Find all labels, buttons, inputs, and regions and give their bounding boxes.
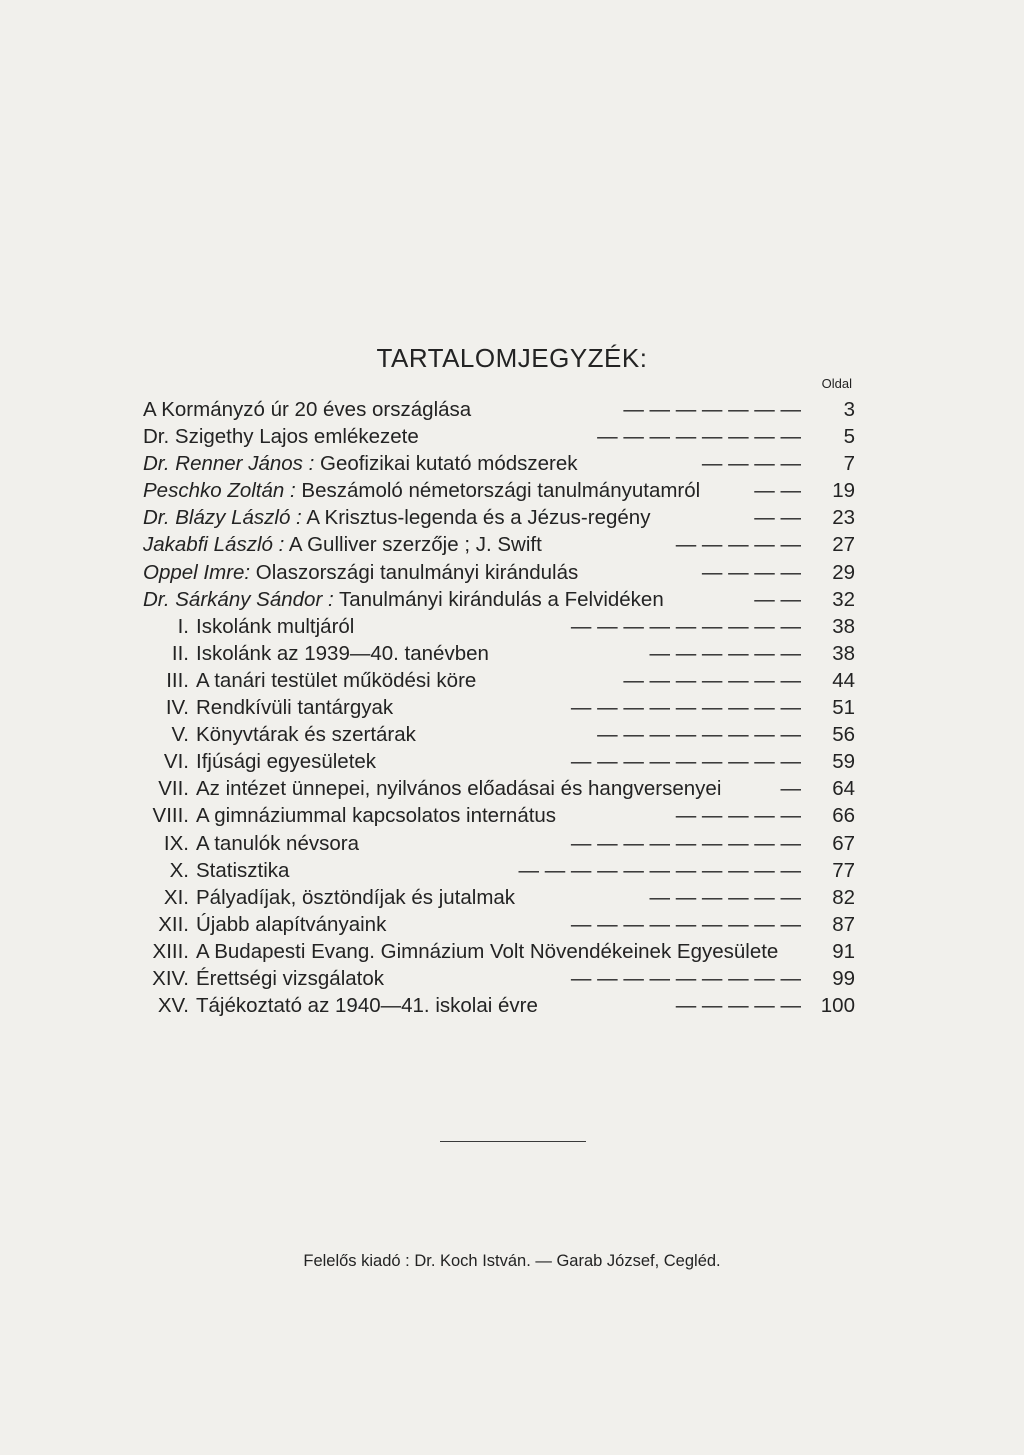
toc-entry xyxy=(143,667,855,694)
toc-entry xyxy=(143,694,855,721)
toc-entry-text: Rendkívüli tantárgyak xyxy=(196,696,394,720)
toc-entry xyxy=(143,586,855,613)
toc-entry-text: Érettségi vizsgálatok xyxy=(196,966,385,990)
toc-entry-title xyxy=(196,613,354,640)
toc-entry-title xyxy=(196,911,386,938)
toc-entry xyxy=(143,884,855,911)
toc-entry-text: A Budapesti Evang. Gimnázium Volt Növendékeinek Egyesülete xyxy=(196,939,779,963)
toc-entry-leader-dashes: — — — — — — — — — xyxy=(570,912,801,936)
toc-entry-page-number: 99 xyxy=(832,966,855,990)
toc-entry-title xyxy=(143,586,664,613)
toc-entry-leader-dashes: — xyxy=(780,777,801,801)
toc-entry-title xyxy=(143,531,542,558)
toc-entry-page-number: 38 xyxy=(832,641,855,665)
toc-entry-number: III. xyxy=(166,668,189,692)
toc-entry-title xyxy=(196,830,359,857)
toc-entry-title xyxy=(143,559,578,586)
toc-entry-text: A Krisztus-legenda és a Jézus-regény xyxy=(301,506,651,530)
toc-entry-leader-dashes: — — — — — — — xyxy=(623,668,801,692)
toc-entry-title xyxy=(196,640,489,667)
toc-entry-title xyxy=(196,721,416,748)
publisher-footer: Felelős kiadó : Dr. Koch István. — Garab József, Cegléd. xyxy=(303,1252,721,1270)
toc-entry-page-number: 32 xyxy=(832,587,855,611)
toc-entry-leader-dashes: — — — — — — — — — xyxy=(570,750,801,774)
toc-entry xyxy=(143,640,855,667)
toc-entry xyxy=(143,450,855,477)
toc-entry-title xyxy=(196,965,384,992)
toc-entry-text: Könyvtárak és szertárak xyxy=(196,723,416,747)
toc-entry-leader-dashes: — — xyxy=(754,506,801,530)
toc-entry-page-number: 38 xyxy=(832,614,855,638)
toc-entry xyxy=(143,748,855,775)
toc-entry-page-number: 3 xyxy=(843,398,855,421)
toc-entry-leader-dashes: — — — — — — — — — xyxy=(570,696,801,720)
toc-entry xyxy=(143,531,855,558)
toc-entry-page-number: 66 xyxy=(832,804,855,828)
toc-entry-text: A Gulliver szerzője ; J. Swift xyxy=(284,533,542,557)
toc-entry-page-number: 44 xyxy=(832,668,855,692)
toc-entry-page-number: 67 xyxy=(832,831,855,855)
toc-entry-page-number: 7 xyxy=(843,452,855,476)
toc-entry-leader-dashes: — — — — — — — xyxy=(623,398,801,421)
toc-entry-author: Oppel Imre: xyxy=(143,560,251,584)
toc-entry-number: IV. xyxy=(165,696,189,720)
toc-entry xyxy=(143,775,855,802)
toc-entry-author: Dr. Sárkány Sándor : xyxy=(143,587,334,611)
toc-entry-text: Tanulmányi kirándulás a Felvidéken xyxy=(333,587,664,611)
toc-entry-leader-dashes: — — — — — — — — — — — xyxy=(518,858,801,882)
toc-entry-title xyxy=(143,504,650,531)
toc-entry-page-number: 59 xyxy=(832,750,855,774)
toc-entry xyxy=(143,559,855,586)
toc-entry xyxy=(143,721,855,748)
toc-entry-text: A tanulók névsora xyxy=(196,831,359,855)
toc-entry-number: X. xyxy=(169,858,189,882)
toc-entry xyxy=(143,992,855,1019)
toc-entry-leader-dashes: — — — — — — — — — xyxy=(570,614,801,638)
toc-entry-text: Beszámoló németországi tanulmányutamról xyxy=(295,479,701,503)
toc-entry-number: XII. xyxy=(158,912,189,936)
toc-entry-leader-dashes: — — — — — — — — — xyxy=(570,966,801,990)
toc-entry-text: Tájékoztató az 1940—41. iskolai évre xyxy=(196,994,538,1018)
toc-entry-text: A Kormányzó úr 20 éves országlása xyxy=(143,398,472,421)
toc-entry-text: A tanári testület működési köre xyxy=(196,668,477,692)
table-of-contents xyxy=(143,396,855,1019)
toc-entry xyxy=(143,965,855,992)
toc-entry-page-number: 19 xyxy=(832,479,855,503)
toc-entry xyxy=(143,938,855,965)
page-column-header: Oldal xyxy=(821,376,852,391)
toc-entry-number: XIII. xyxy=(152,939,189,963)
toc-entry xyxy=(143,504,855,531)
toc-entry xyxy=(143,802,855,829)
toc-entry-text: A gimnáziummal kapcsolatos internátus xyxy=(196,804,557,828)
toc-entry-author: Jakabfi László : xyxy=(143,533,285,557)
toc-entry-number: II. xyxy=(171,641,189,665)
toc-entry-text: Pályadíjak, ösztöndíjak és jutalmak xyxy=(196,885,516,909)
toc-entry-page-number: 91 xyxy=(832,939,855,963)
toc-entry-title xyxy=(196,667,476,694)
toc-entry-number: XI. xyxy=(163,885,189,909)
toc-entry-author: Dr. Renner János : xyxy=(143,452,315,476)
toc-entry-title xyxy=(196,884,515,911)
toc-entry-page-number: 82 xyxy=(832,885,855,909)
toc-entry-title xyxy=(196,992,538,1019)
toc-entry-text: Geofizikai kutató módszerek xyxy=(314,452,578,476)
toc-entry-page-number: 29 xyxy=(832,560,855,584)
toc-entry-page-number: 77 xyxy=(832,858,855,882)
toc-entry-text: Ifjúsági egyesületek xyxy=(196,750,377,774)
toc-entry-title xyxy=(196,938,778,965)
toc-entry-page-number: 100 xyxy=(820,994,855,1018)
toc-entry-title xyxy=(143,477,700,504)
toc-entry-title xyxy=(196,857,289,884)
toc-entry-title xyxy=(196,748,376,775)
toc-entry-page-number: 5 xyxy=(843,425,855,449)
toc-entry-number: XV. xyxy=(157,994,189,1018)
toc-entry-page-number: 56 xyxy=(832,723,855,747)
toc-entry xyxy=(143,613,855,640)
toc-entry-title xyxy=(196,694,393,721)
toc-entry-number: VI. xyxy=(163,750,189,774)
toc-entry-number: IX. xyxy=(163,831,189,855)
toc-entry-author: Dr. Blázy László : xyxy=(143,506,302,530)
toc-entry xyxy=(143,857,855,884)
toc-entry-leader-dashes: — — — — xyxy=(701,452,801,476)
toc-entry-title xyxy=(143,423,419,450)
divider-rule xyxy=(440,1141,586,1142)
toc-entry-number: I. xyxy=(177,614,189,638)
toc-entry-leader-dashes: — — xyxy=(754,479,801,503)
toc-entry-page-number: 27 xyxy=(832,533,855,557)
toc-entry xyxy=(143,477,855,504)
toc-entry-number: V. xyxy=(171,723,189,747)
toc-entry-page-number: 87 xyxy=(832,912,855,936)
toc-entry-text: Statisztika xyxy=(196,858,290,882)
toc-entry-title xyxy=(143,396,471,423)
toc-entry-leader-dashes: — — — — — xyxy=(675,994,801,1018)
toc-entry-number: VII. xyxy=(158,777,189,801)
toc-entry xyxy=(143,396,855,423)
toc-entry-leader-dashes: — — — — — — — — — xyxy=(570,831,801,855)
toc-entry-leader-dashes: — — — — — — — — xyxy=(597,723,801,747)
toc-entry-title xyxy=(196,775,721,802)
toc-entry-number: XIV. xyxy=(152,966,189,990)
toc-entry-leader-dashes: — — — — — — — — xyxy=(597,425,801,449)
toc-entry xyxy=(143,911,855,938)
toc-entry-text: Dr. Szigethy Lajos emlékezete xyxy=(143,425,419,449)
toc-entry-leader-dashes: — — — — — — xyxy=(649,641,801,665)
toc-entry-title xyxy=(196,802,556,829)
toc-entry-page-number: 64 xyxy=(832,777,855,801)
toc-entry-text: Újabb alapítványaink xyxy=(196,912,387,936)
toc-entry-leader-dashes: — — — — — xyxy=(675,533,801,557)
toc-entry xyxy=(143,423,855,450)
toc-entry-text: Iskolánk multjáról xyxy=(196,614,355,638)
toc-entry-title xyxy=(143,450,578,477)
toc-entry-text: Olaszországi tanulmányi kirándulás xyxy=(250,560,579,584)
page-title: TARTALOMJEGYZÉK: xyxy=(376,343,648,373)
toc-entry-leader-dashes: — — — — — xyxy=(675,804,801,828)
toc-entry-page-number: 23 xyxy=(832,506,855,530)
toc-entry-page-number: 51 xyxy=(832,696,855,720)
toc-entry-leader-dashes: — — xyxy=(754,587,801,611)
toc-entry-number: VIII. xyxy=(152,804,189,828)
toc-entry-leader-dashes: — — — — — — xyxy=(649,885,801,909)
toc-entry-author: Peschko Zoltán : xyxy=(143,479,296,503)
toc-entry-leader-dashes: — — — — xyxy=(701,560,801,584)
toc-entry xyxy=(143,830,855,857)
toc-entry-text: Iskolánk az 1939—40. tanévben xyxy=(196,641,489,665)
toc-entry-text: Az intézet ünnepei, nyilvános előadásai és hangversenyei xyxy=(196,777,722,801)
